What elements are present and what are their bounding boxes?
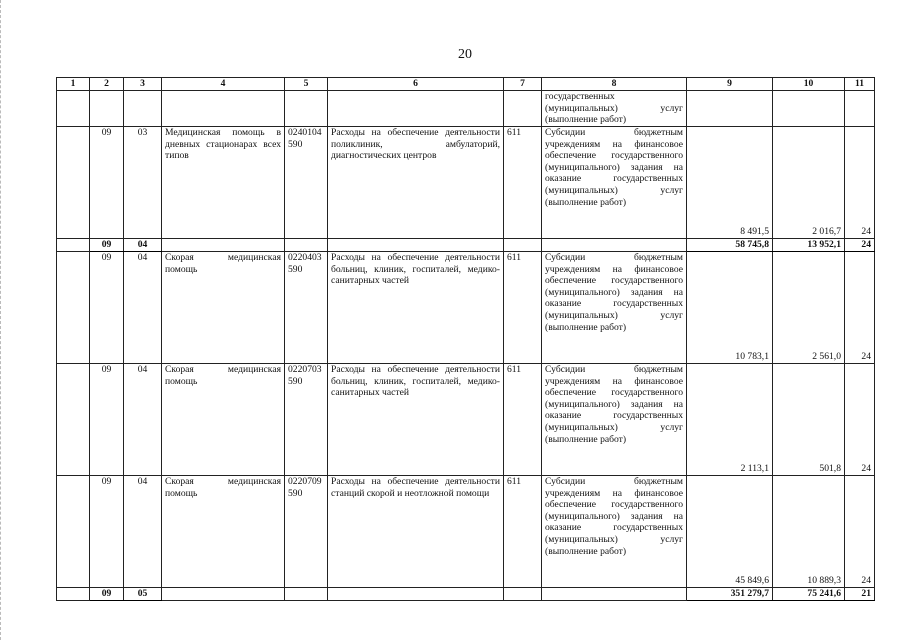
cell-expense-name: Субсидии бюджетным учреждениям на финансовое обеспечение государственного (муниципального) задания на оказание государственных (муниципальных) услуг (выполнение работ) bbox=[542, 252, 687, 364]
cell-amount-2: 501,8 bbox=[773, 364, 845, 476]
cell-amount-2: 75 241,6 bbox=[773, 588, 845, 601]
cell-name bbox=[162, 588, 285, 601]
cell-section: 09 bbox=[90, 476, 124, 588]
cell-subsection: 04 bbox=[124, 239, 162, 252]
cell-subsection: 04 bbox=[124, 476, 162, 588]
column-header: 10 bbox=[773, 78, 845, 91]
cell-code: 24 bbox=[845, 364, 875, 476]
cell-section bbox=[90, 91, 124, 127]
cell-section: 09 bbox=[90, 239, 124, 252]
cell-amount-1: 2 113,1 bbox=[687, 364, 773, 476]
cell-name bbox=[162, 239, 285, 252]
cell-col1 bbox=[57, 476, 90, 588]
cell-amount-1: 45 849,6 bbox=[687, 476, 773, 588]
cell-col1 bbox=[57, 364, 90, 476]
page-number: 20 bbox=[458, 47, 472, 62]
cell-description: Расходы на обеспечение деятельности больниц, клиник, госпиталей, медико-санитарных частей bbox=[328, 364, 504, 476]
cell-subsection bbox=[124, 91, 162, 127]
subtotal-row bbox=[57, 239, 875, 252]
cell-name: Скорая медицинская помощь bbox=[162, 476, 285, 588]
cell-amount-1: 10 783,1 bbox=[687, 252, 773, 364]
cell-section: 09 bbox=[90, 252, 124, 364]
cell-description bbox=[328, 91, 504, 127]
cell-amount-2: 2 016,7 bbox=[773, 127, 845, 239]
table-row bbox=[57, 252, 875, 364]
cell-name: Скорая медицинская помощь bbox=[162, 252, 285, 364]
column-header: 11 bbox=[845, 78, 875, 91]
column-header: 9 bbox=[687, 78, 773, 91]
cell-section: 09 bbox=[90, 588, 124, 601]
cell-description: Расходы на обеспечение деятельности поликлиник, амбулаторий, диагностических центров bbox=[328, 127, 504, 239]
cell-name: Медицинская помощь в дневных стационарах всех типов bbox=[162, 127, 285, 239]
column-header: 7 bbox=[504, 78, 542, 91]
cell-expense-name: государственных (муниципальных) услуг (выполнение работ) bbox=[542, 91, 687, 127]
cell-expense-type: 611 bbox=[504, 127, 542, 239]
cell-amount-1: 8 491,5 bbox=[687, 127, 773, 239]
cell-target-code: 0220709590 bbox=[285, 476, 328, 588]
table-row bbox=[57, 364, 875, 476]
cell-expense-type bbox=[504, 588, 542, 601]
cell-code: 24 bbox=[845, 239, 875, 252]
table-row bbox=[57, 476, 875, 588]
table-header-row bbox=[57, 78, 875, 91]
cell-target-code: 0240104590 bbox=[285, 127, 328, 239]
cell-description bbox=[328, 588, 504, 601]
column-header: 1 bbox=[57, 78, 90, 91]
cell-code bbox=[845, 91, 875, 127]
cell-subsection: 05 bbox=[124, 588, 162, 601]
subtotal-row bbox=[57, 588, 875, 601]
cell-code: 24 bbox=[845, 252, 875, 364]
cell-col1 bbox=[57, 252, 90, 364]
cell-subsection: 03 bbox=[124, 127, 162, 239]
cell-expense-name: Субсидии бюджетным учреждениям на финансовое обеспечение государственного (муниципального) задания на оказание государственных (муниципальных) услуг (выполнение работ) bbox=[542, 127, 687, 239]
scan-edge bbox=[0, 0, 5, 640]
cell-amount-2 bbox=[773, 91, 845, 127]
cell-amount-2: 13 952,1 bbox=[773, 239, 845, 252]
cell-section: 09 bbox=[90, 364, 124, 476]
cell-description: Расходы на обеспечение деятельности больниц, клиник, госпиталей, медико-санитарных частей bbox=[328, 252, 504, 364]
column-header: 4 bbox=[162, 78, 285, 91]
cell-code: 21 bbox=[845, 588, 875, 601]
cell-expense-type: 611 bbox=[504, 476, 542, 588]
cell-target-code: 0220703590 bbox=[285, 364, 328, 476]
cell-col1 bbox=[57, 588, 90, 601]
budget-table bbox=[56, 77, 875, 601]
cell-description: Расходы на обеспечение деятельности станций скорой и неотложной помощи bbox=[328, 476, 504, 588]
cell-description bbox=[328, 239, 504, 252]
cell-amount-1 bbox=[687, 91, 773, 127]
cell-expense-name: Субсидии бюджетным учреждениям на финансовое обеспечение государственного (муниципального) задания на оказание государственных (муниципальных) услуг (выполнение работ) bbox=[542, 476, 687, 588]
cell-code: 24 bbox=[845, 127, 875, 239]
cell-expense-type bbox=[504, 239, 542, 252]
cell-col1 bbox=[57, 91, 90, 127]
cell-amount-2: 10 889,3 bbox=[773, 476, 845, 588]
column-header: 8 bbox=[542, 78, 687, 91]
cell-expense-name: Субсидии бюджетным учреждениям на финансовое обеспечение государственного (муниципального) задания на оказание государственных (муниципальных) услуг (выполнение работ) bbox=[542, 364, 687, 476]
column-header: 5 bbox=[285, 78, 328, 91]
cell-target-code bbox=[285, 588, 328, 601]
cell-subsection: 04 bbox=[124, 252, 162, 364]
column-header: 6 bbox=[328, 78, 504, 91]
cell-name: Скорая медицинская помощь bbox=[162, 364, 285, 476]
cell-section: 09 bbox=[90, 127, 124, 239]
cell-subsection: 04 bbox=[124, 364, 162, 476]
column-header: 2 bbox=[90, 78, 124, 91]
cell-target-code: 0220403590 bbox=[285, 252, 328, 364]
cell-name bbox=[162, 91, 285, 127]
column-header: 3 bbox=[124, 78, 162, 91]
cell-expense-type: 611 bbox=[504, 364, 542, 476]
cell-target-code bbox=[285, 91, 328, 127]
cell-code: 24 bbox=[845, 476, 875, 588]
cell-expense-type bbox=[504, 91, 542, 127]
cell-col1 bbox=[57, 239, 90, 252]
cell-target-code bbox=[285, 239, 328, 252]
cell-expense-type: 611 bbox=[504, 252, 542, 364]
table-row bbox=[57, 127, 875, 239]
table-row bbox=[57, 91, 875, 127]
cell-amount-1: 351 279,7 bbox=[687, 588, 773, 601]
cell-col1 bbox=[57, 127, 90, 239]
cell-expense-name bbox=[542, 588, 687, 601]
cell-amount-1: 58 745,8 bbox=[687, 239, 773, 252]
cell-expense-name bbox=[542, 239, 687, 252]
cell-amount-2: 2 561,0 bbox=[773, 252, 845, 364]
